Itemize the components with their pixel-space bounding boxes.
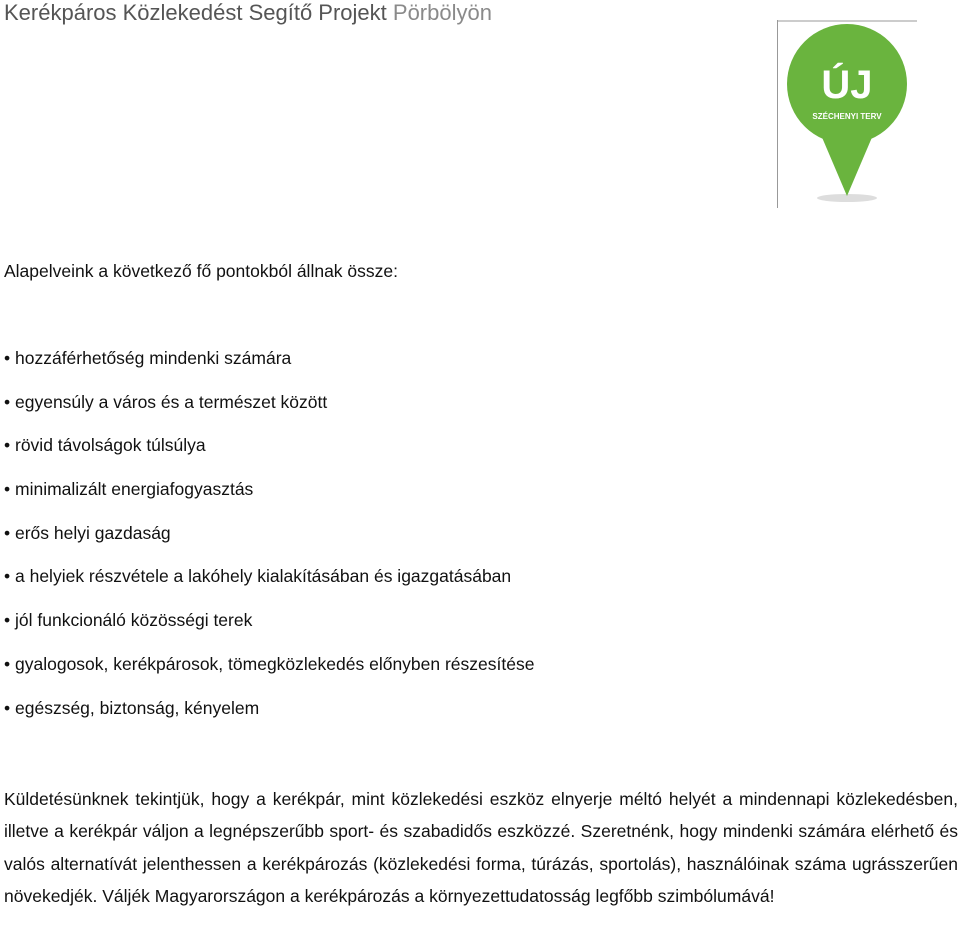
list-item: • minimalizált energiafogyasztás: [4, 477, 534, 521]
svg-text:SZÉCHENYI TERV: SZÉCHENYI TERV: [812, 112, 882, 121]
intro-text: Alapelveink a következő fő pontokból állnak össze:: [4, 261, 398, 281]
svg-text:ÚJ: ÚJ: [821, 63, 873, 107]
list-item: • rövid távolságok túlsúlya: [4, 433, 534, 477]
mission-paragraph: Küldetésünknek tekintjük, hogy a kerékpár, mint közlekedési eszköz elnyerje méltó helyét a mindennapi közlekedésben, illetve a kerékpár váljon a legnépszerűbb sport- és szabadidős eszközzé. Szeretnénk, hogy mindenki számára elérhető és valós alternatívát jelenthessen a kerékpározás (közlekedési forma, túrázás, sportolás), használóinak száma ugrásszerűen növekedjék. Váljék Magyarországon a kerékpározás a környezettudatosság legfőbb szimbólumává!: [4, 789, 958, 906]
title-main: Kerékpáros Közlekedést Segítő Projekt: [4, 0, 387, 25]
list-item: • egészség, biztonság, kényelem: [4, 696, 534, 740]
list-item: • hozzáférhetőség mindenki számára: [4, 346, 534, 390]
list-item: • egyensúly a város és a természet között: [4, 390, 534, 434]
list-item: • erős helyi gazdaság: [4, 521, 534, 565]
page-title: [4, 0, 492, 26]
principles-list: [4, 346, 534, 739]
title-place: Pörbölyön: [392, 0, 492, 25]
list-item: • a helyiek részvétele a lakóhely kialakításában és igazgatásában: [4, 564, 534, 608]
list-item: • gyalogosok, kerékpárosok, tömegközlekedés előnyben részesítése: [4, 652, 534, 696]
uj-szechenyi-terv-logo: [777, 20, 917, 208]
list-item: • jól funkcionáló közösségi terek: [4, 608, 534, 652]
